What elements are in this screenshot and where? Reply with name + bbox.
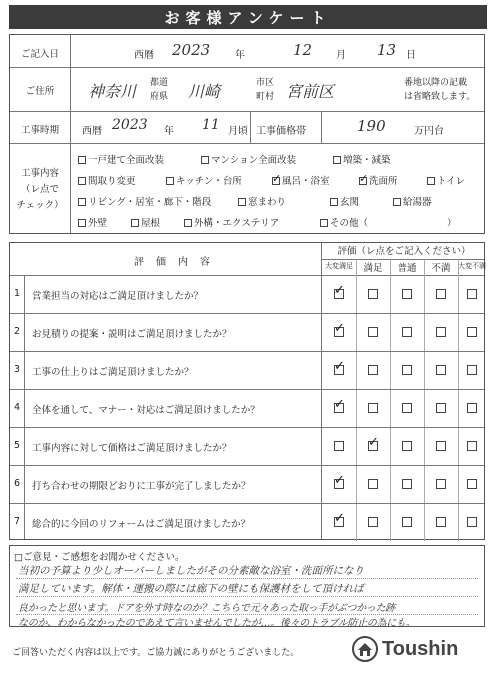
question-text: 全体を通して、マナー・対応はご満足頂けましたか？ [32, 405, 260, 416]
header-divider [10, 275, 484, 276]
work-option-label: 玄関 [340, 197, 360, 208]
rating-checkbox-大変満足[interactable] [334, 327, 344, 337]
work-option-checkbox[interactable] [78, 198, 86, 206]
rating-checkbox-大変不満[interactable] [467, 289, 477, 299]
work-option-label: その他（ [330, 218, 369, 229]
rating-header-instruction: 評価（レ点をご記入ください） [337, 246, 471, 257]
work-option-label: マンション全面改装 [211, 155, 297, 166]
work-option[interactable] [333, 152, 391, 166]
work-option[interactable] [184, 215, 279, 229]
work-option-checkbox[interactable] [78, 156, 86, 164]
brand-name: Toushin [382, 637, 459, 660]
rating-checkbox-満足[interactable] [368, 479, 378, 489]
label-column-divider [70, 35, 71, 233]
date-label: ご記入日 [20, 49, 59, 60]
comment-rule [16, 578, 478, 579]
work-option[interactable] [78, 152, 164, 166]
question-number: 5 [13, 440, 21, 451]
rating-col-neutral: 普通 [397, 263, 417, 274]
rating-checkbox-普通[interactable] [402, 517, 412, 527]
rating-col-very-dissatisfied: 大変不満 [458, 262, 486, 270]
address-prefecture-value: 神奈川 [88, 82, 137, 101]
work-option-label: 外構・エクステリア [194, 218, 280, 229]
question-text: 工事の仕上りはご満足頂けましたか？ [32, 367, 194, 378]
comment-line: 当初の予算より少しオーバーしましたがその分素敵な浴室・洗面所になり [18, 565, 364, 577]
comment-line: なのか、わからなかったのであえて言いませんでしたが…。後々のトラブル防止の為にも。 [18, 618, 416, 629]
work-option[interactable] [393, 194, 432, 208]
work-option-label: 屋根 [141, 218, 161, 229]
question-text: 工事内容に対して価格はご満足頂けましたか？ [32, 443, 232, 454]
address-pref-unit-bottom: 府県 [150, 92, 169, 102]
rating-checkbox-大変不満[interactable] [467, 479, 477, 489]
rating-checkbox-満足[interactable] [368, 365, 378, 375]
work-option-label: 窓まわり [248, 197, 287, 208]
question-number: 2 [13, 326, 21, 337]
rating-checkbox-不満[interactable] [436, 365, 446, 375]
work-option-label: 洗面所 [369, 176, 398, 187]
work-other-close: ） [447, 218, 457, 229]
rating-header-content: 評 価 内 容 [134, 257, 211, 268]
work-label-line3: チェック） [16, 200, 64, 211]
work-option-checkbox[interactable] [393, 198, 401, 206]
rating-checkbox-普通[interactable] [402, 479, 412, 489]
question-text: 営業担当の対応はご満足頂けましたか？ [32, 291, 204, 302]
row-divider [10, 111, 484, 112]
work-option-checkbox[interactable] [131, 219, 139, 227]
work-option-label: キッチン・台所 [176, 176, 242, 187]
date-day-value: 13 [377, 41, 397, 59]
date-era: 西暦 [134, 50, 154, 61]
work-option-label: 外壁 [88, 218, 108, 229]
address-pref-unit-top: 都道 [150, 78, 169, 88]
date-month-unit: 月 [336, 50, 346, 61]
rating-checkbox-満足[interactable] [368, 403, 378, 413]
date-month-value: 12 [293, 41, 313, 59]
rating-checkbox-大変不満[interactable] [467, 327, 477, 337]
rating-checkbox-大変満足[interactable] [334, 289, 344, 299]
work-option-label: 一戸建て全面改装 [88, 155, 165, 166]
comment-rule [16, 596, 478, 597]
comment-line: 満足しています。解体・運搬の際には廊下の壁にも保護材をして頂ければ [18, 583, 364, 595]
question-number: 3 [13, 364, 21, 375]
work-option-checkbox[interactable] [333, 156, 341, 164]
rating-col-divider [424, 259, 425, 541]
address-label: ご住所 [25, 86, 55, 97]
question-text: 総合的に今回のリフォームはご満足頂けましたか？ [32, 519, 251, 530]
address-ward-value: 宮前区 [286, 82, 335, 101]
rating-checkbox-不満[interactable] [436, 403, 446, 413]
price-divider [321, 111, 322, 143]
work-option-checkbox[interactable] [184, 219, 192, 227]
period-era: 西暦 [82, 126, 102, 137]
rating-checkbox-不満[interactable] [436, 289, 446, 299]
work-option[interactable] [78, 194, 211, 208]
rating-checkbox-普通[interactable] [402, 403, 412, 413]
address-note-line1: 番地以降の記載 [404, 78, 468, 88]
work-option[interactable] [131, 215, 160, 229]
rating-checkbox-不満[interactable] [436, 517, 446, 527]
question-row-divider [10, 503, 484, 504]
rating-checkbox-大変不満[interactable] [467, 365, 477, 375]
rating-col-divider [458, 259, 459, 541]
rating-checkbox-大変満足[interactable] [334, 365, 344, 375]
rating-checkbox-大変不満[interactable] [467, 441, 477, 451]
address-city-unit-bottom: 町村 [256, 92, 275, 102]
work-option-label: リビング・居室・廊下・階段 [88, 197, 212, 208]
rating-checkbox-大変満足[interactable] [334, 517, 344, 527]
question-text: お見積りの提案・説明はご満足頂けましたか？ [32, 329, 232, 340]
question-number: 7 [13, 516, 21, 527]
work-option-label: 風呂・浴室 [282, 176, 330, 187]
work-option-checkbox[interactable] [238, 198, 246, 206]
rating-col-divider [356, 259, 357, 541]
rating-checkbox-大変満足[interactable] [334, 479, 344, 489]
work-option-checkbox[interactable] [320, 219, 328, 227]
address-city-value: 川崎 [188, 82, 221, 101]
page-title: お客様アンケート [9, 5, 487, 29]
rating-checkbox-不満[interactable] [436, 441, 446, 451]
period-year-unit: 年 [164, 126, 174, 137]
period-month-unit: 月頃 [228, 126, 248, 137]
rating-column-divider [321, 243, 322, 539]
rating-checkbox-満足[interactable] [368, 441, 378, 451]
brand-logo [352, 636, 458, 662]
rating-col-dissatisfied: 不満 [431, 263, 451, 274]
question-row-divider [10, 313, 484, 314]
price-unit: 万円台 [414, 126, 444, 137]
rating-col-very-satisfied: 大変満足 [325, 262, 353, 270]
rating-checkbox-大変不満[interactable] [467, 403, 477, 413]
period-divider [250, 111, 251, 143]
rating-checkbox-満足[interactable] [368, 327, 378, 337]
work-option[interactable] [238, 194, 286, 208]
row-divider [10, 143, 484, 144]
rating-checkbox-大変不満[interactable] [467, 517, 477, 527]
period-month-value: 11 [202, 117, 220, 133]
rating-checkbox-普通[interactable] [402, 365, 412, 375]
work-option-label: 増築・減築 [343, 155, 391, 166]
rating-checkbox-普通[interactable] [402, 441, 412, 451]
rating-checkbox-不満[interactable] [436, 327, 446, 337]
row-divider [10, 67, 484, 68]
question-row-divider [10, 465, 484, 466]
work-option-checkbox[interactable] [330, 198, 338, 206]
question-row-divider [10, 427, 484, 428]
work-option[interactable] [166, 173, 242, 187]
rating-subheader-divider [321, 259, 484, 260]
number-column-divider [24, 275, 25, 539]
work-option[interactable] [330, 194, 359, 208]
rating-col-divider [390, 259, 391, 541]
question-text: 打ち合わせの期限どおりに工事が完了しましたか？ [32, 481, 251, 492]
question-row-divider [10, 389, 484, 390]
work-option-checkbox[interactable] [272, 177, 280, 185]
rating-checkbox-普通[interactable] [402, 289, 412, 299]
info-table [9, 34, 485, 234]
address-city-unit-top: 市区 [256, 78, 275, 88]
question-row-divider [10, 351, 484, 352]
house-icon [352, 636, 378, 662]
work-option[interactable] [272, 173, 330, 187]
work-option[interactable] [201, 152, 296, 166]
question-number: 4 [13, 402, 21, 413]
work-option-checkbox[interactable] [78, 177, 86, 185]
work-option[interactable] [78, 173, 136, 187]
work-option-checkbox[interactable] [427, 177, 435, 185]
rating-checkbox-満足[interactable] [368, 517, 378, 527]
work-option-label: 給湯器 [403, 197, 432, 208]
work-option-checkbox[interactable] [78, 219, 86, 227]
comment-box[interactable] [9, 545, 485, 627]
date-day-unit: 日 [406, 50, 416, 61]
period-year-value: 2023 [112, 117, 148, 133]
work-option[interactable] [359, 173, 398, 187]
comment-label: □ご意見・ご感想をお聞かせください。 [14, 552, 185, 563]
rating-checkbox-満足[interactable] [368, 289, 378, 299]
question-number: 1 [13, 288, 21, 299]
rating-checkbox-普通[interactable] [402, 327, 412, 337]
work-option-checkbox[interactable] [201, 156, 209, 164]
price-value: 190 [357, 117, 386, 135]
comment-line: 良かったと思います。ドアを外す時なのか？こちらで元々あった取っ手がぶつかった跡 [18, 603, 395, 614]
work-option-checkbox[interactable] [166, 177, 174, 185]
price-label: 工事価格帯 [256, 126, 306, 137]
rating-checkbox-大変満足[interactable] [334, 403, 344, 413]
address-note-line2: は省略致します。 [404, 92, 476, 102]
work-option-checkbox[interactable] [359, 177, 367, 185]
rating-col-satisfied: 満足 [363, 263, 383, 274]
work-label-line2: （レ点で [20, 184, 59, 195]
work-option-label: トイレ [437, 176, 466, 187]
work-option-label: 間取り変更 [88, 176, 136, 187]
question-number: 6 [13, 478, 21, 489]
work-label-line1: 工事内容 [20, 168, 59, 179]
period-label: 工事時期 [20, 125, 59, 136]
date-year-value: 2023 [172, 41, 211, 59]
date-year-unit: 年 [235, 50, 245, 61]
rating-checkbox-不満[interactable] [436, 479, 446, 489]
rating-checkbox-大変満足[interactable] [334, 441, 344, 451]
work-option[interactable] [320, 215, 368, 229]
rating-table [9, 242, 485, 540]
footer-note: ご回答いただく内容は以上です。ご協力誠にありがとうございました。 [12, 648, 300, 658]
work-option[interactable] [427, 173, 465, 187]
work-option[interactable] [78, 215, 107, 229]
